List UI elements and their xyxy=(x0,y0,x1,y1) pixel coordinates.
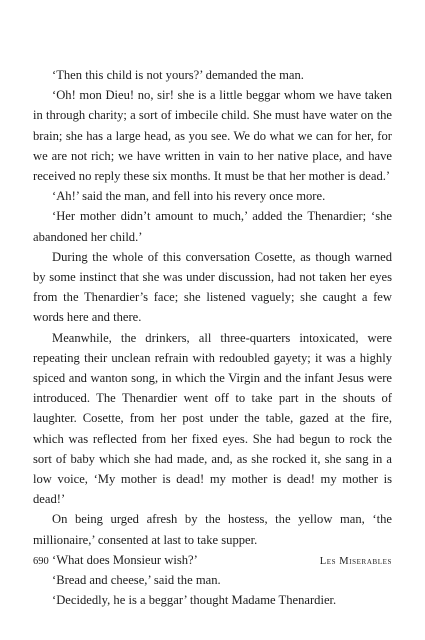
paragraph-3: ‘Ah!’ said the man, and fell into his revery once more. xyxy=(52,189,326,204)
paragraph-8: ‘What does Monsieur wish?’ xyxy=(52,552,198,567)
running-head: Les Miserables xyxy=(319,556,392,567)
page-number: 690 xyxy=(33,556,49,567)
paragraph-10: ‘Decidedly, he is a beggar’ thought Madame Thenardier. xyxy=(52,593,337,608)
paragraph-6: Meanwhile, the drinkers, all three-quarters intoxicated, were repeating their unclean refrain with redoubled gayety; it was a highly spiced and wanton song, in which the Virgin and the infant Jesus were introduced. The Thenardier went off to take part in the shouts of laughter. Cosette, from her post under the table, gazed at the fire, which was reflected from her fixed eyes. She had begun to rock the sort of baby which she had made, and, as she rocked it, she sang in a low voice, ‘My mother is dead! my mother is dead! my mother is dead!’ xyxy=(33,330,392,507)
paragraph-2: ‘Oh! mon Dieu! no, sir! she is a little beggar whom we have taken in through charity; a sort of imbecile child. She must have water on the brain; she has a large head, as you see. We do what we can for her, for we are not rich; we have written in vain to her native place, and have received no reply these six months. It must be that her mother is dead.’ xyxy=(33,88,392,184)
body-text xyxy=(33,65,392,610)
paragraph-4: ‘Her mother didn’t amount to much,’ added the Thenardier; ‘she abandoned her child.’ xyxy=(33,209,392,244)
paragraph-9: ‘Bread and cheese,’ said the man. xyxy=(52,573,221,588)
paragraph-7: On being urged afresh by the hostess, the yellow man, ‘the millionaire,’ consented at last to take supper. xyxy=(33,512,392,547)
paragraph-1: ‘Then this child is not yours?’ demanded the man. xyxy=(52,68,304,82)
paragraph-5: During the whole of this conversation Cosette, as though warned by some instinct that she was under discussion, had not taken her eyes from the Thenardier’s face; she listened vaguely; she caught a few words here and there. xyxy=(33,249,392,325)
